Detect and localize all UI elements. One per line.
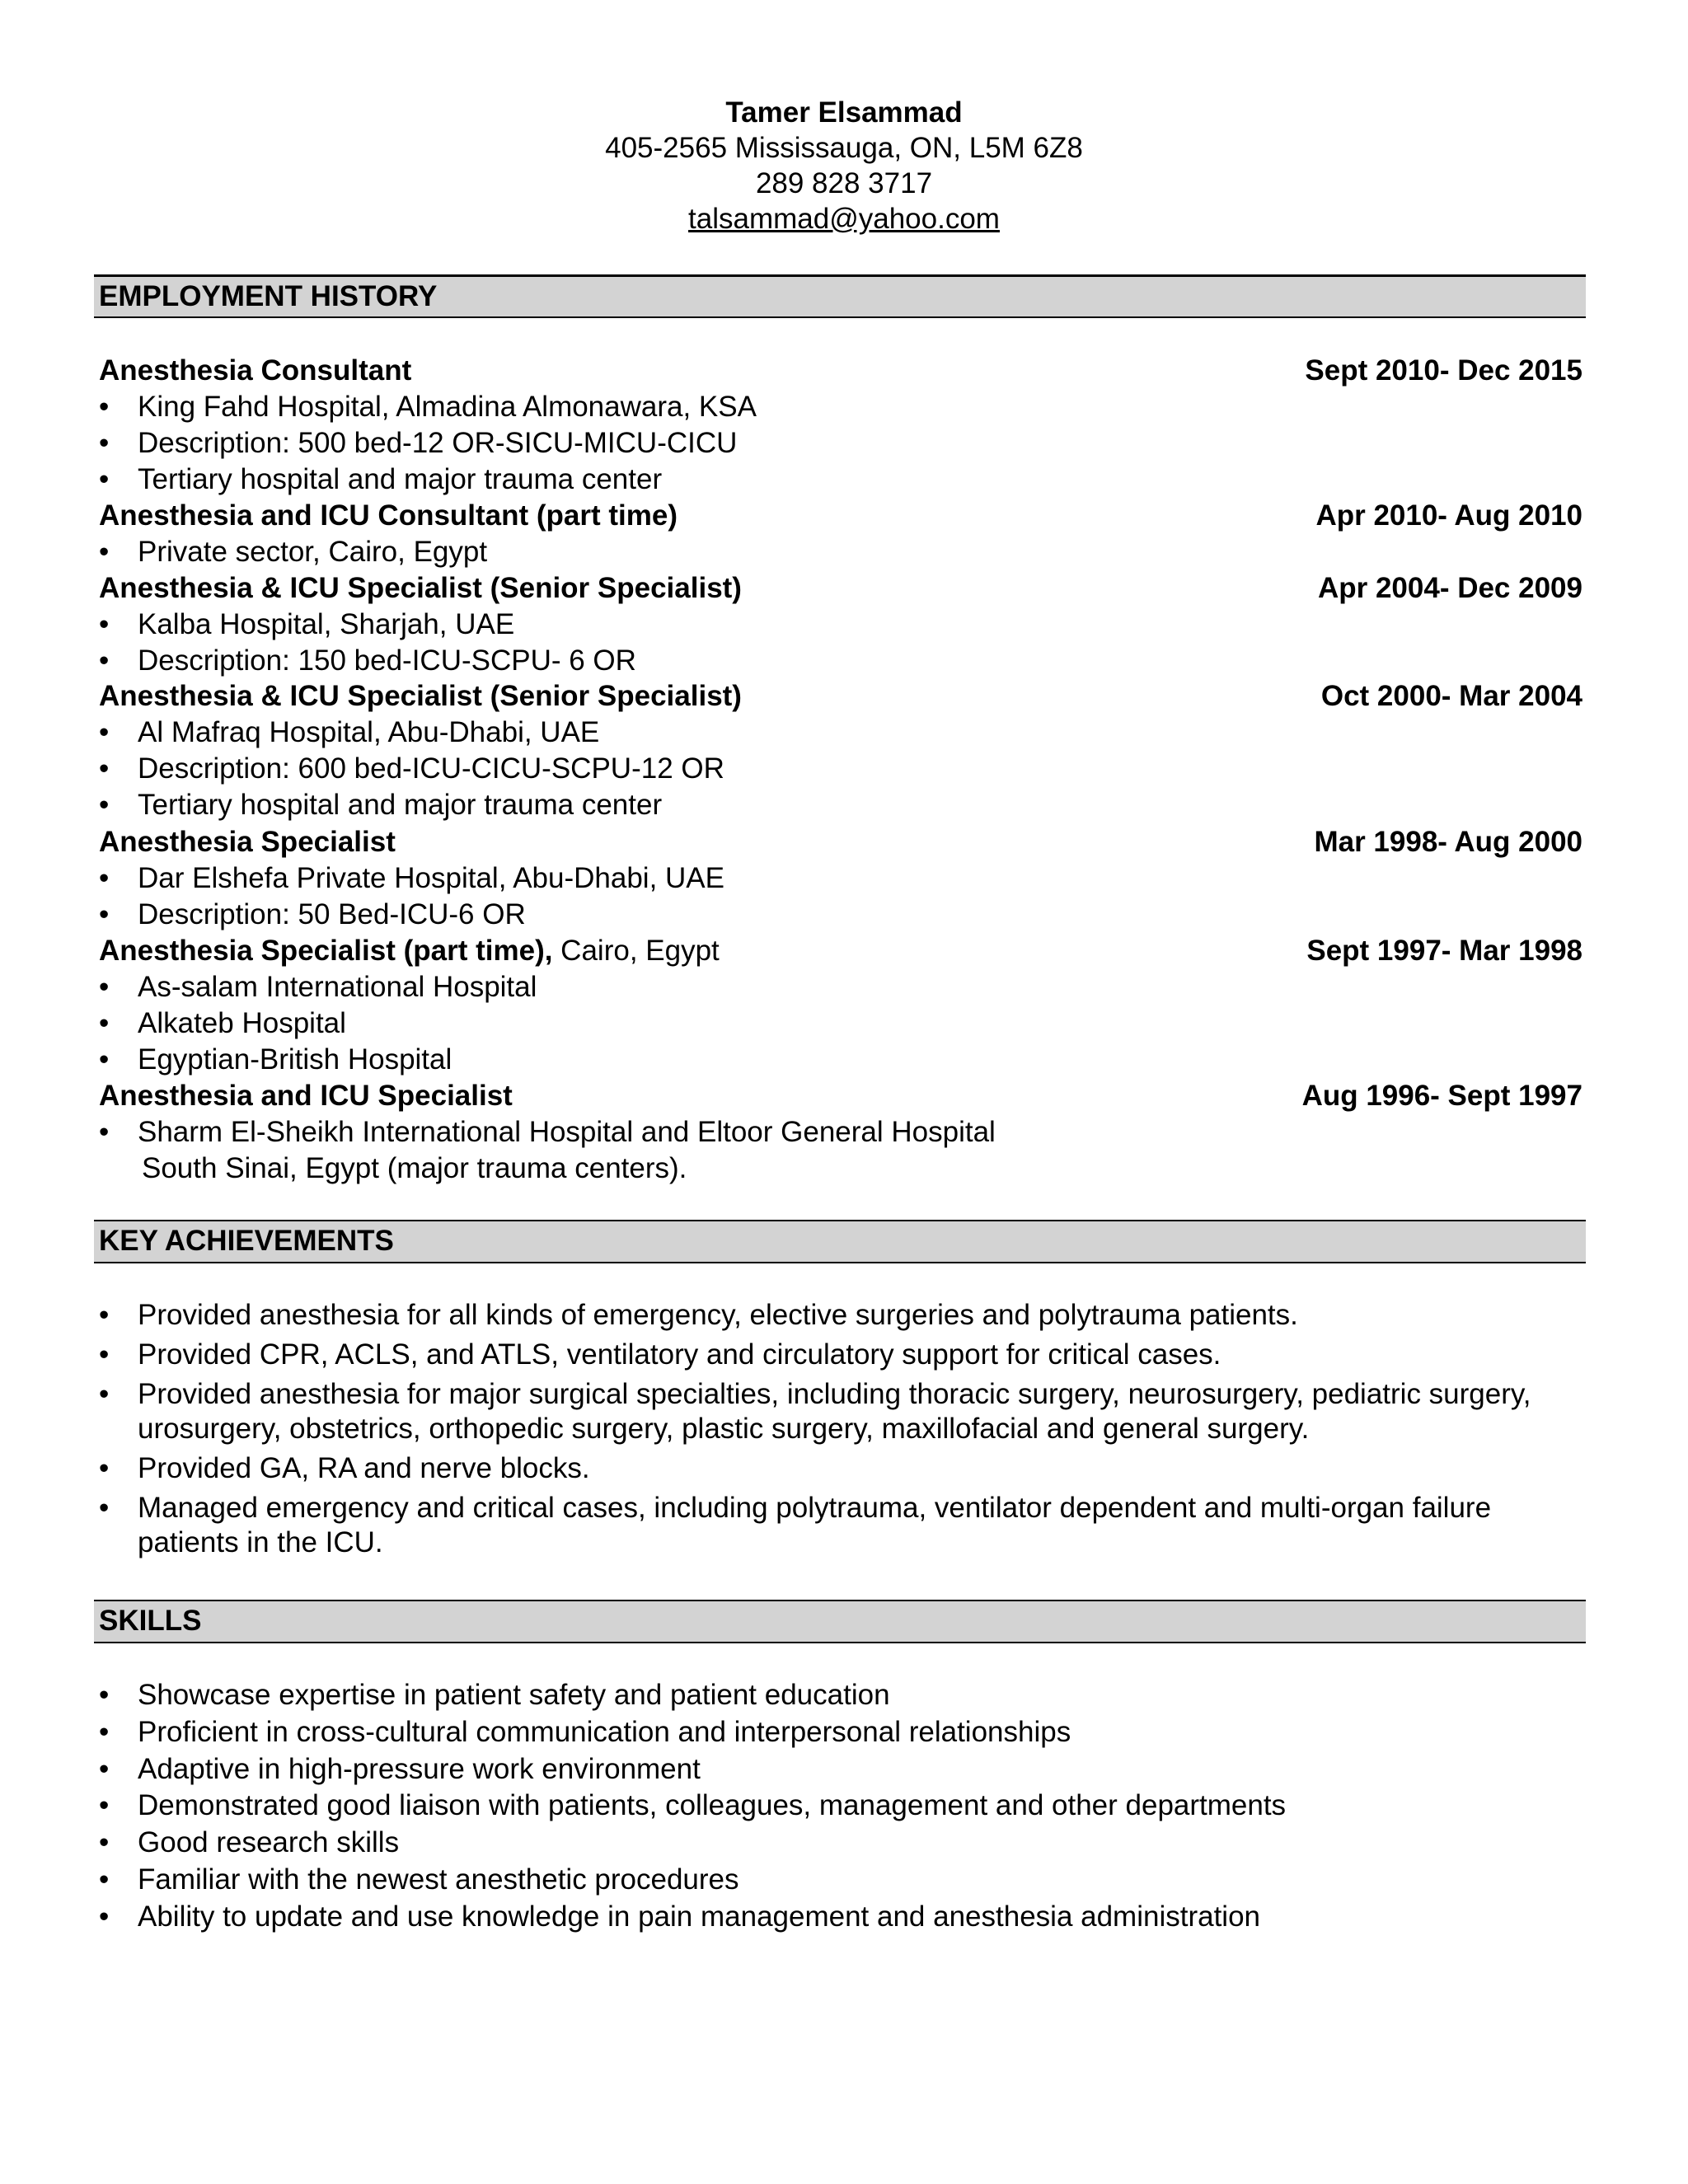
list-item: • Sharm El-Sheikh International Hospital and Eltoor General Hospital: [99, 1114, 1582, 1151]
job-location: Cairo, Egypt: [552, 935, 720, 967]
list-item: • As-salam International Hospital: [99, 969, 1582, 1005]
list-item: • Description: 500 bed-12 OR-SICU-MICU-CICU: [99, 425, 1582, 462]
list-item: • Provided anesthesia for major surgical specialties, including thoracic surgery, neurosurgery, pediatric surgery, urosurgery, obstetrics, orthopedic surgery, plastic surgery, maxillofacial and general surgery.: [99, 1377, 1582, 1446]
job-title: Anesthesia and ICU Consultant (part time): [99, 499, 678, 532]
job-dates: Mar 1998- Aug 2000: [1314, 826, 1582, 858]
job-dates: Aug 1996- Sept 1997: [1301, 1080, 1582, 1112]
list-item: • Private sector, Cairo, Egypt: [99, 534, 1582, 570]
list-item: • Tertiary hospital and major trauma center: [99, 462, 1582, 498]
job-entry: [99, 570, 1582, 679]
email-link[interactable]: talsammad@yahoo.com: [688, 203, 1000, 235]
skills-list: [99, 1677, 1582, 1936]
list-item: • Dar Elshefa Private Hospital, Abu-Dhabi, UAE: [99, 860, 1582, 897]
list-item: • Description: 150 bed-ICU-SCPU- 6 OR: [99, 643, 1582, 679]
list-item-continuation: South Sinai, Egypt (major trauma centers).: [142, 1152, 687, 1184]
job-dates: Sept 2010- Dec 2015: [1305, 354, 1582, 387]
list-item: • Good research skills: [99, 1825, 1582, 1862]
phone: 289 828 3717: [755, 167, 933, 199]
section-skills: SKILLS: [94, 1600, 1586, 1643]
job-entry: [99, 1078, 1582, 1187]
list-item: • Description: 50 Bed-ICU-6 OR: [99, 897, 1582, 933]
list-item: • Showcase expertise in patient safety and patient education: [99, 1677, 1582, 1714]
job-entry: [99, 353, 1582, 498]
job-dates: Apr 2010- Aug 2010: [1315, 499, 1582, 532]
list-item: • Al Mafraq Hospital, Abu-Dhabi, UAE: [99, 715, 1582, 751]
list-item: • Kalba Hospital, Sharjah, UAE: [99, 607, 1582, 643]
job-dates: Oct 2000- Mar 2004: [1320, 680, 1582, 712]
list-item: • Provided CPR, ACLS, and ATLS, ventilatory and circulatory support for critical cases.: [99, 1338, 1582, 1372]
job-entry: [99, 678, 1582, 823]
job-title: Anesthesia & ICU Specialist (Senior Specialist): [99, 680, 742, 712]
list-item: • Adaptive in high-pressure work environment: [99, 1751, 1582, 1788]
list-item: • Proficient in cross-cultural communication and interpersonal relationships: [99, 1714, 1582, 1751]
list-item: • Managed emergency and critical cases, including polytrauma, ventilator dependent and multi-organ failure patients in the ICU.: [99, 1491, 1582, 1560]
list-item: • Provided GA, RA and nerve blocks.: [99, 1451, 1582, 1486]
candidate-name: Tamer Elsammad: [725, 96, 963, 129]
list-item: • King Fahd Hospital, Almadina Almonawara, KSA: [99, 389, 1582, 425]
section-key-achievements: KEY ACHIEVEMENTS: [94, 1220, 1586, 1263]
list-item: • Tertiary hospital and major trauma center: [99, 787, 1582, 823]
job-entry: [99, 824, 1582, 933]
address: 405-2565 Mississauga, ON, L5M 6Z8: [605, 132, 1083, 164]
list-item: • Ability to update and use knowledge in pain management and anesthesia administration: [99, 1899, 1582, 1936]
job-dates: Apr 2004- Dec 2009: [1317, 572, 1582, 604]
list-item: • Provided anesthesia for all kinds of emergency, elective surgeries and polytrauma patients.: [99, 1298, 1582, 1333]
list-item: • Alkateb Hospital: [99, 1005, 1582, 1042]
list-item: • Familiar with the newest anesthetic procedures: [99, 1862, 1582, 1899]
achievements-list: [99, 1298, 1582, 1565]
job-title: Anesthesia Consultant: [99, 354, 412, 387]
list-item: • Demonstrated good liaison with patients, colleagues, management and other departments: [99, 1788, 1582, 1825]
job-dates: Sept 1997- Mar 1998: [1306, 935, 1582, 967]
job-entry: [99, 933, 1582, 1078]
job-title: Anesthesia and ICU Specialist: [99, 1080, 513, 1112]
job-entry: [99, 498, 1582, 570]
list-item: • Description: 600 bed-ICU-CICU-SCPU-12 OR: [99, 751, 1582, 787]
list-item: • Egyptian-British Hospital: [99, 1042, 1582, 1078]
job-title: Anesthesia Specialist (part time),: [99, 935, 553, 967]
job-title: Anesthesia & ICU Specialist (Senior Specialist): [99, 572, 742, 604]
section-employment-history: EMPLOYMENT HISTORY: [94, 274, 1586, 318]
contact-header: [0, 95, 1688, 237]
job-title: Anesthesia Specialist: [99, 826, 396, 858]
